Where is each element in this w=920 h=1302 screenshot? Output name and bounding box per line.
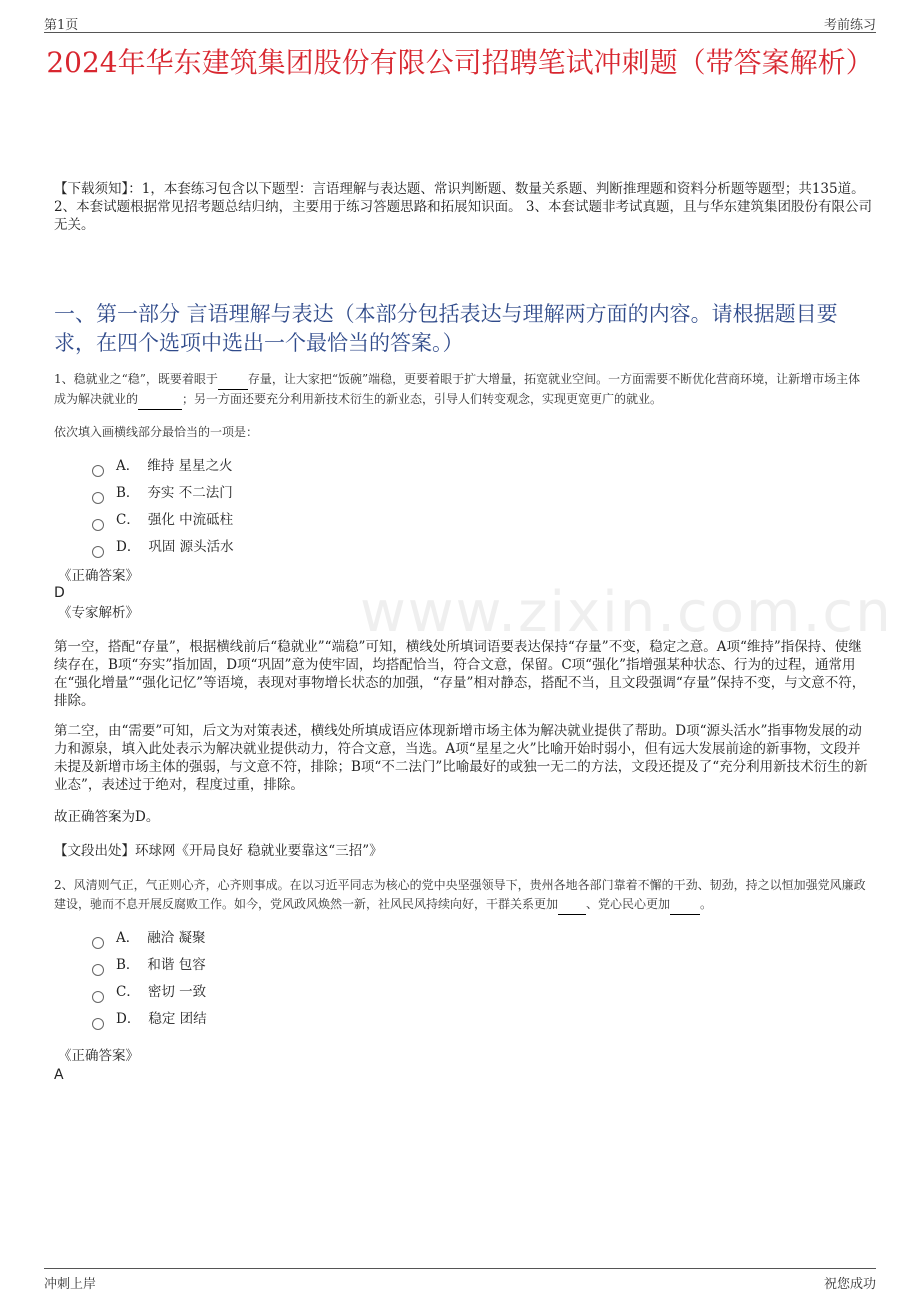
option-text: 维持 星星之火 <box>147 458 233 474</box>
option-letter: C． <box>116 984 140 1000</box>
question-2-option-d[interactable] <box>92 1010 207 1028</box>
question-1-prompt: 依次填入画横线部分最恰当的一项是： <box>54 425 259 439</box>
option-text: 密切 一致 <box>147 984 207 1000</box>
download-notice: 【下载须知】：1，本套练习包含以下题型：言语理解与表达题、常识判断题、数量关系题、判断推理题和资料分析题等题型；共135道。 2、本套试题根据常见招考题总结归纳，主要用于练习答题思路和拓展知识面。 3、本套试题非考试真题，且与华东建筑集团股份有限公司无关。 <box>54 181 872 233</box>
question-2-blank-2 <box>670 895 700 915</box>
section-title: 一、第一部分 言语理解与表达（本部分包括表达与理解两方面的内容。请根据题目要求，在四个选项中选出一个最恰当的答案。） <box>54 302 838 355</box>
footer-right: 祝您成功 <box>823 1277 876 1292</box>
page-number: 第1页 <box>44 18 79 33</box>
question-1-analysis-2: 第二空，由“需要”可知，后文为对策表述，横线处所填成语应体现新增市场主体为解决就业提供了帮助。D项“源头活水”指事物发展的动力和源泉，填入此处表示为解决就业提供动力，符合文意，当选。A项“星星之火”比喻开始时弱小，但有远大发展前途的新事物，文段并未提及新增市场主体的强弱，与文意不符，排除；B项“不二法门”比喻最好的或独一无二的方法，文段还提及了“充分利用新技术衍生的新业态”，表述过于绝对，程度过重，排除。 <box>54 723 868 793</box>
question-2-stem-part-b: 、党心民心更加 <box>586 897 671 911</box>
radio-icon[interactable] <box>92 1018 104 1030</box>
radio-icon[interactable] <box>92 937 104 949</box>
page-header <box>44 12 876 33</box>
option-text: 和谐 包容 <box>147 957 206 973</box>
question-1-option-a[interactable] <box>92 457 233 475</box>
question-1-option-d[interactable] <box>92 538 234 556</box>
question-1-conclusion: 故正确答案为D。 <box>54 809 160 825</box>
question-2-option-c[interactable] <box>92 983 206 1001</box>
option-letter: C． <box>116 512 140 528</box>
radio-icon[interactable] <box>92 465 104 477</box>
question-2-option-a[interactable] <box>92 929 206 947</box>
question-2-blank-1 <box>558 895 586 915</box>
option-text: 强化 中流砥柱 <box>147 512 234 528</box>
footer-left: 冲刺上岸 <box>44 1277 97 1292</box>
question-2-answer-label: 《正确答案》 <box>58 1048 139 1064</box>
question-1-stem-part-b: 存量，让大家把“饭碗”端稳，更要着眼于扩大增量，拓宽就业空间。一方面需要不断优化营商环境，让新增市场主体成为解决就业的 <box>54 372 861 406</box>
page-footer <box>44 1268 876 1291</box>
option-text: 融洽 凝聚 <box>147 930 206 946</box>
question-1-answer: D <box>54 585 65 601</box>
option-letter: A． <box>116 930 140 946</box>
option-letter: B． <box>116 485 140 501</box>
question-2-answer: A <box>54 1067 64 1083</box>
question-1-source: 【文段出处】环球网《开局良好 稳就业要靠这“三招”》 <box>54 843 383 859</box>
radio-icon[interactable] <box>92 492 104 504</box>
page-title: 2024年华东建筑集团股份有限公司招聘笔试冲刺题（带答案解析） <box>46 46 874 79</box>
option-letter: A． <box>116 458 140 474</box>
question-1-option-c[interactable] <box>92 511 233 529</box>
radio-icon[interactable] <box>92 519 104 531</box>
option-letter: D． <box>116 1011 141 1027</box>
radio-icon[interactable] <box>92 546 104 558</box>
watermark: www.zixin.com.cn <box>360 580 893 645</box>
question-1-answer-label: 《正确答案》 <box>58 568 139 584</box>
question-2-stem-part-c: 。 <box>700 897 713 911</box>
question-2-option-b[interactable] <box>92 956 206 974</box>
radio-icon[interactable] <box>92 991 104 1003</box>
option-text: 夯实 不二法门 <box>147 485 233 501</box>
question-1-blank-1 <box>218 370 248 390</box>
option-letter: B． <box>116 957 140 973</box>
question-2-stem <box>54 876 872 915</box>
header-label: 考前练习 <box>823 18 876 33</box>
radio-icon[interactable] <box>92 964 104 976</box>
question-1-stem-part-a: 1、稳就业之“稳”，既要着眼于 <box>54 372 218 386</box>
question-1-stem <box>54 370 872 410</box>
option-letter: D． <box>116 539 141 555</box>
question-2-stem-part-a: 2、风清则气正，气正则心齐，心齐则事成。在以习近平同志为核心的党中央坚强领导下，贵州各地各部门靠着不懈的干劲、韧劲，持之以恒加强党风廉政建设，驰而不息开展反腐败工作。如今，党风政风焕然一新，社风民风持续向好，干群关系更加 <box>54 878 866 911</box>
option-text: 巩固 源头活水 <box>148 539 234 555</box>
option-text: 稳定 团结 <box>148 1011 207 1027</box>
question-1-analysis-label: 《专家解析》 <box>58 605 139 621</box>
question-1-option-b[interactable] <box>92 484 233 502</box>
question-1-stem-part-c: ；另一方面还要充分利用新技术衍生的新业态，引导人们转变观念，实现更宽更广的就业。 <box>182 392 663 406</box>
question-1-analysis-1: 第一空，搭配“存量”，根据横线前后“稳就业”“端稳”可知，横线处所填词语要表达保持“存量”不变，稳定之意。A项“维持”指保持、使继续存在，B项“夯实”指加固，D项“巩固”意为使牢固，均搭配恰当，符合文意，保留。C项“强化”指增强某种状态、行为的过程，通常用在“强化增量”“强化记忆”等语境，表现对事物增长状态的加强，“存量”相对静态，搭配不当，且文段强调“存量”保持不变，与文意不符，排除。 <box>54 639 866 709</box>
question-1-blank-2 <box>138 390 182 410</box>
